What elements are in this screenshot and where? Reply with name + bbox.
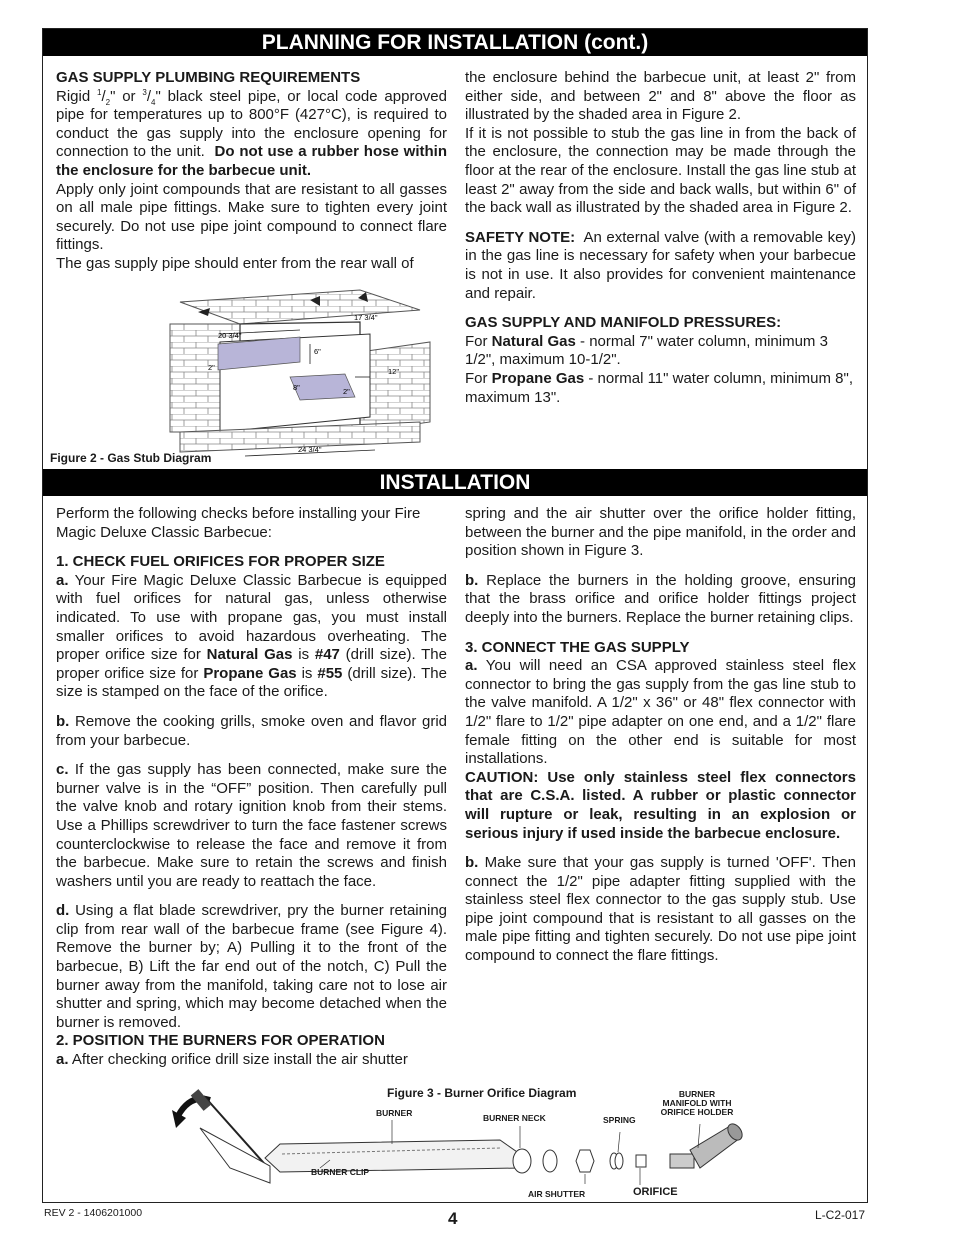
revision-code: REV 2 - 1406201000 xyxy=(44,1207,143,1219)
gas-stub-diagram xyxy=(160,282,440,468)
gas-supply-heading: GAS SUPPLY PLUMBING REQUIREMENTS xyxy=(56,69,361,86)
right-column-installation xyxy=(465,505,856,966)
section-banner-installation xyxy=(43,469,867,496)
intro-paragraph: Perform the following checks before installing your Fire Magic Deluxe Classic Barbecue: xyxy=(56,505,421,541)
dim-bottom: 24 3/4" xyxy=(298,445,322,454)
connect-gas-heading: 3. CONNECT THE GAS SUPPLY xyxy=(465,638,690,656)
check-orifices-heading: 1. CHECK FUEL ORIFICES FOR PROPER SIZE xyxy=(56,553,385,571)
section-title: INSTALLATION xyxy=(379,471,531,494)
section-title: PLANNING FOR INSTALLATION (cont.) xyxy=(261,31,649,54)
label-spring: SPRING xyxy=(603,1115,636,1125)
safety-note: SAFETY NOTE: An external valve (with a removable key) in the gas line is necessary for safety when your barbecue is not in use. It also provides for convenient maintenance and repair. xyxy=(465,228,857,302)
step-2a: a. After checking orifice drill size install the air shutter xyxy=(56,1051,408,1069)
floor-stub-paragraph: If it is not possible to stub the gas line in from the back of the enclosure, the connection may be made through the floor at the rear of the enclosure. Install the gas line stub at least 2" away from the side and back walls, but within 6" of the back wall as illustrated by the shaded area in Figure 2. xyxy=(465,124,856,217)
rigid-pipe-paragraph: Rigid $^1/_2$" or $^3/_4$" black steel pipe, or local code approved pipe for temperatures up to 800°F (427°C), is required to conduct the gas supply into the enclosure opening for connection to the unit. Do not use a rubber hose within the enclosure for the barbecue unit. xyxy=(56,87,447,179)
label-burner-clip: BURNER CLIP xyxy=(311,1167,370,1177)
dim-two-a: 2" xyxy=(208,363,215,372)
label-manifold: BURNER MANIFOLD WITH ORIFICE HOLDER xyxy=(660,1089,734,1117)
step-1b: b. Remove the cooking grills, smoke oven and flavor grid from your barbecue. xyxy=(56,712,447,749)
propane-gas-pressure: For Propane Gas - normal 11" water column, minimum 8", maximum 13". xyxy=(465,369,854,406)
left-column-installation xyxy=(56,505,447,1070)
joint-compound-paragraph: Apply only joint compounds that are resistant to all gasses on all male pipe fittings. Make sure to tighten every joint securely. Do not use pipe joint compound to connect flare fittings. xyxy=(56,180,447,254)
figure2-caption: Figure 2 - Gas Stub Diagram xyxy=(50,451,212,465)
right-column-planning xyxy=(465,69,856,407)
step-3b: b. Make sure that your gas supply is turned 'OFF'. Then connect the 1/2" pipe adapter fitting supplied with the stainless steel flex connector to the gas supply stub. Use pipe joint compound that is resistant to all gasses on the male pipe fitting and tighten securely. Do not use pipe joint compound to connect the flare fittings. xyxy=(465,854,856,965)
enclosure-paragraph: the enclosure behind the barbecue unit, at least 2" from either side, and between 2" and 8" above the floor as illustrated by the shaded area in Figure 2. xyxy=(465,69,856,124)
rear-wall-paragraph: The gas supply pipe should enter from the rear wall of xyxy=(56,254,414,272)
left-column-planning xyxy=(56,69,447,274)
step-1a: a. Your Fire Magic Deluxe Classic Barbecue is equipped with fuel orifices for natural gas, unless otherwise indicated. To use with propane gas, you must install smaller orifices to avoid hazardous overheating. The proper orifice size for Natural Gas is #47 (drill size). The proper orifice size for Propane Gas is #55 (drill size). The size is stamped on the face of the orifice. xyxy=(56,571,447,701)
dim-eight: 8" xyxy=(293,383,300,392)
label-air-shutter: AIR SHUTTER xyxy=(528,1189,586,1199)
dim-depth: 17 3/4" xyxy=(354,313,378,322)
step-1c: c. If the gas supply has been connected, make sure the burner valve is in the “OFF” position. Then carefully pull the valve knob and rotary ignition knob from their stems. Use a Phillips screwdriver to turn the face fastener screws counterclockwise to release the face and remove it from the barbecue. Make sure to retain the screws and finish washers until you are ready to reattach the face. xyxy=(56,761,447,890)
page-number: 4 xyxy=(448,1209,458,1228)
step-2b: b. Replace the burners in the holding groove, ensuring that the brass orifice and orifice holder fittings project deeply into the burners. Replace the burner retaining clips. xyxy=(465,571,856,626)
step-3a: a. You will need an CSA approved stainless steel flex connector to bring the gas supply from the gas line stub to the valve manifold. A 1/2" x 36" or 48" flex connector with 1/2" flare to 1/2" pipe adapter on one end, and a 1/2" flare female fitting on the other end is suitable for most installations. xyxy=(465,657,856,768)
label-orifice: ORIFICE xyxy=(633,1186,678,1198)
dim-six: 6" xyxy=(314,347,321,356)
dim-twelve: 12" xyxy=(388,367,400,376)
dim-two-b: 2" xyxy=(343,387,350,396)
pressures-heading: GAS SUPPLY AND MANIFOLD PRESSURES: xyxy=(465,314,782,332)
document-code: L-C2-017 xyxy=(815,1208,866,1222)
label-burner-neck: BURNER NECK xyxy=(483,1113,546,1123)
step-2a-continued: spring and the air shutter over the orifice holder fitting, between the burner and the pipe manifold, in the order and position shown in Figure 3. xyxy=(465,505,856,560)
rubber-hose-warning: Do not use a rubber hose within the enclosure for the barbecue unit. xyxy=(56,143,447,179)
section-banner-planning xyxy=(43,29,867,56)
step-1d: d. Using a flat blade screwdriver, pry the burner retaining clip from rear wall of the barbecue frame (see Figure 4). Remove the burner by; A) Pulling it to the front of the barbecue, B) Lift the far end out of the notch, C) Pull the burner away from the manifold, taking care not to lose air shutter and spring, which may become detached when the burner is removed. xyxy=(56,902,447,1031)
dim-width: 20 3/4" xyxy=(218,331,242,340)
position-burners-heading: 2. POSITION THE BURNERS FOR OPERATION xyxy=(56,1032,385,1050)
natural-gas-pressure: For Natural Gas - normal 7" water column, minimum 3 1/2", maximum 10-1/2". xyxy=(465,332,828,369)
figure3-caption: Figure 3 - Burner Orifice Diagram xyxy=(387,1086,577,1100)
label-burner: BURNER xyxy=(376,1108,413,1118)
caution-note: CAUTION: Use only stainless steel flex connectors that are C.S.A. listed. A rubber or plastic connector will rupture or leak, resulting in an explosion or serious injury if used inside the barbecue enclosure. xyxy=(465,768,856,842)
